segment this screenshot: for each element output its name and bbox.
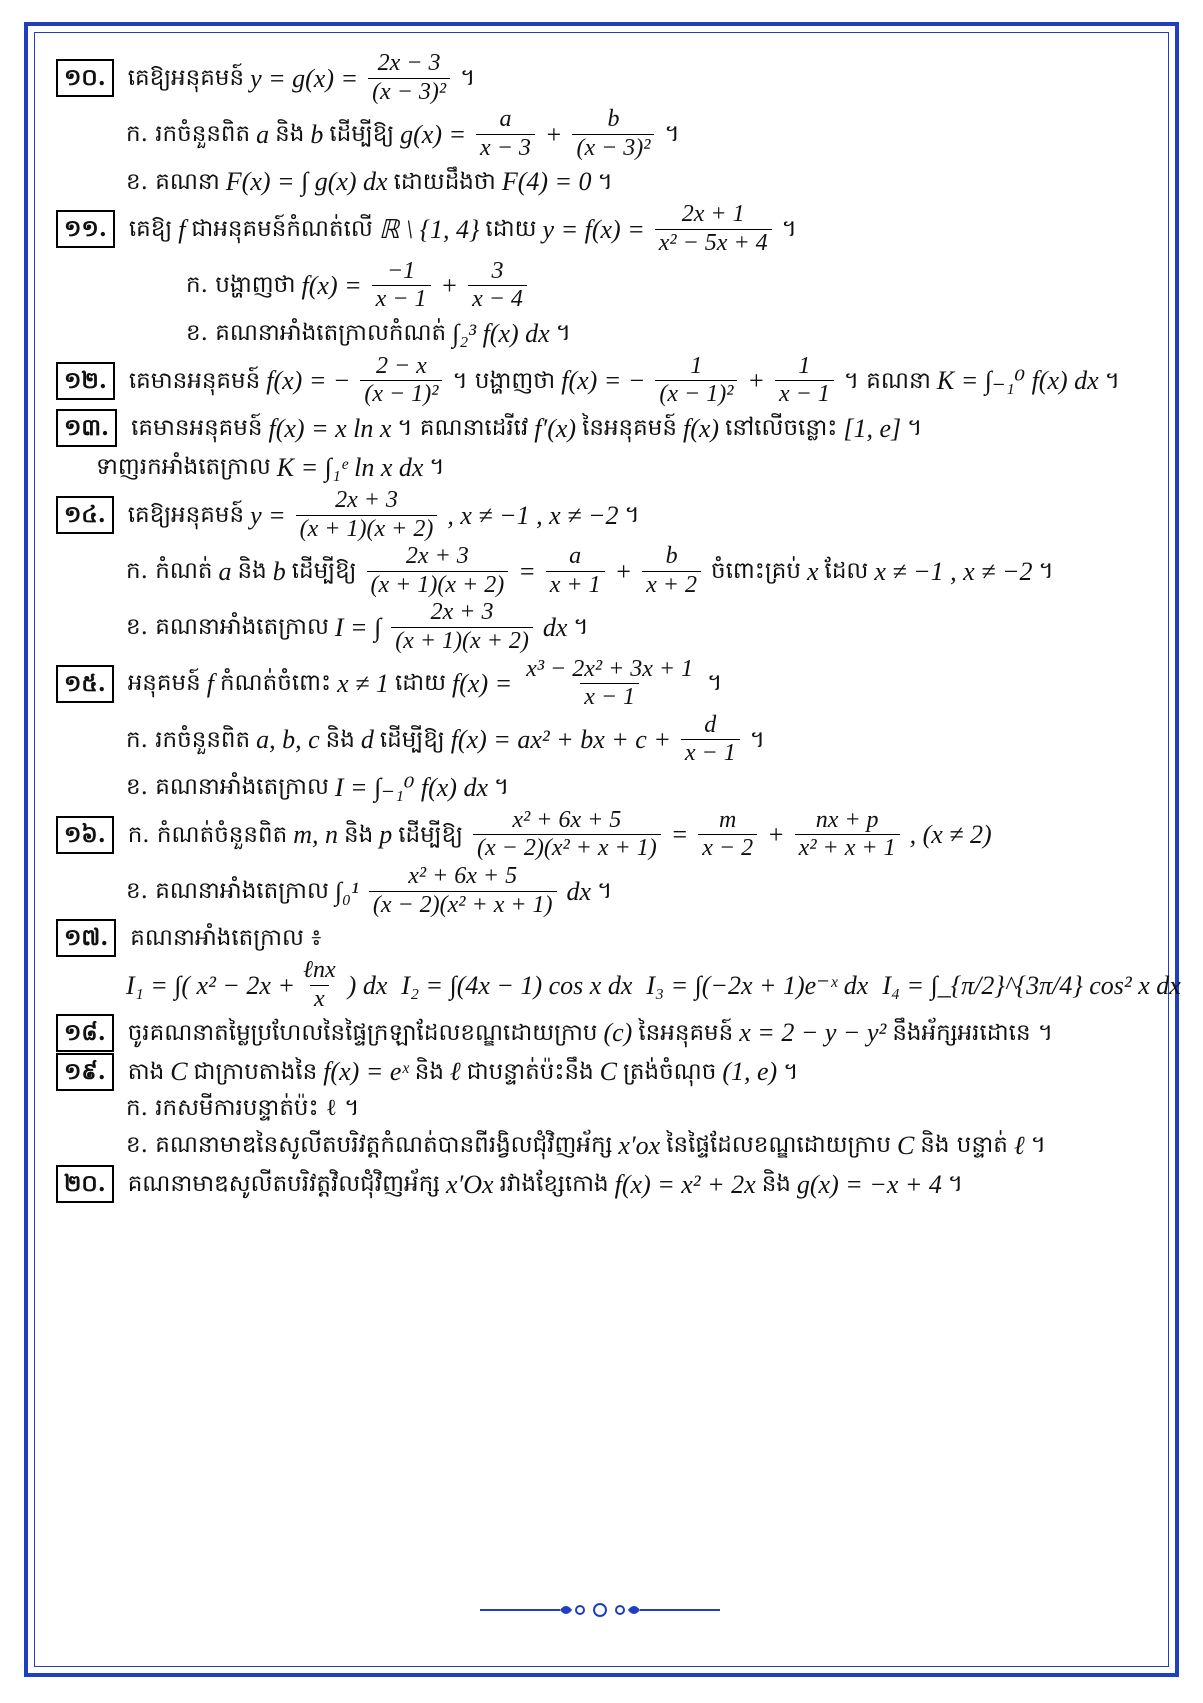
punctuation: ។ bbox=[597, 877, 613, 904]
problem-16 bbox=[56, 807, 1156, 919]
problem-text: នៃអនុគមន៍ bbox=[638, 1019, 734, 1046]
problem-text: គណនាអាំងតេក្រាល ៖ bbox=[130, 925, 322, 951]
part-b bbox=[56, 162, 1156, 201]
problem-text: គេឱ្យអនុគមន៍ bbox=[127, 501, 245, 528]
text: ចំពោះគ្រប់ bbox=[711, 557, 801, 584]
fraction: $\frac{a}{x + 1}$ bbox=[546, 543, 605, 599]
math-expression: f(x) = ax² + bx + c + bbox=[450, 725, 671, 755]
problem-text: និង bbox=[761, 1171, 791, 1198]
part-label: ក. រកចំនួនពិត bbox=[126, 726, 251, 753]
math-var: C bbox=[599, 1057, 618, 1087]
decorative-ornament-icon bbox=[480, 1598, 720, 1622]
punctuation: ។ bbox=[1030, 1132, 1046, 1159]
problem-text: រវាងខ្សែកោង bbox=[499, 1171, 609, 1198]
math-expression: f(x) = − bbox=[266, 366, 351, 396]
math-expression: K = ∫₋₁⁰ f(x) dx bbox=[936, 366, 1099, 396]
math-var: f bbox=[178, 214, 186, 244]
fraction: $\frac{2x + 3}{(x + 1)(x + 2)}$ bbox=[296, 487, 438, 543]
math-var: d bbox=[360, 725, 374, 755]
text: និង bbox=[343, 821, 374, 848]
text: ដើម្បីឱ្យ bbox=[329, 121, 395, 148]
math-expression: x = 2 − y − y² bbox=[739, 1018, 887, 1048]
math-expression: y = bbox=[250, 500, 286, 530]
punctuation: ។ bbox=[555, 320, 571, 346]
part-text: នៃផ្ទៃដែលខណ្ឌដោយក្រាប bbox=[666, 1132, 891, 1159]
part-b bbox=[56, 768, 1156, 807]
problem-text: កំណត់ចំពោះ bbox=[219, 670, 332, 697]
math-var: a, b, c bbox=[256, 725, 320, 755]
problem-17 bbox=[56, 919, 1181, 1013]
fraction: $\frac{1}{\text{(x − 1)²}}$ bbox=[655, 353, 737, 409]
problem-13 bbox=[56, 409, 1156, 487]
problem-text: ដោយ bbox=[485, 216, 537, 243]
problem-text: ដោយ bbox=[394, 670, 447, 697]
math-expression: dx bbox=[542, 612, 568, 642]
fraction: $\frac{\text{x³ − 2x² + 3x + 1}}{x - 1}$ bbox=[526, 655, 694, 711]
text: និង bbox=[275, 121, 305, 148]
math-expression: I₃ = ∫(−2x + 1)e⁻ˣ dx bbox=[646, 970, 869, 1000]
part-b bbox=[56, 1126, 1156, 1165]
math-expression: f(x) = − bbox=[561, 366, 646, 396]
math-expression: I₄ = ∫_{π/2}^{3π/4} cos² x dx bbox=[882, 970, 1181, 1000]
math-var: x bbox=[806, 556, 819, 586]
problem-text: ។ បង្ហាញថា bbox=[452, 367, 556, 394]
punctuation: ។ bbox=[597, 168, 613, 195]
part-label: ក. កំណត់ចំនួនពិត bbox=[127, 821, 288, 848]
problem-text: នឹងអ័ក្សអរដោនេ ។ bbox=[892, 1019, 1054, 1046]
math-expression: I = ∫ bbox=[334, 612, 382, 642]
math-expression: f(x) = bbox=[301, 271, 362, 301]
math-expression: I₂ = ∫(4x − 1) cos x dx bbox=[401, 970, 633, 1000]
fraction: $\frac{\text{x² + 6x + 5}}{\text{(x − 2)(x² + x + 1)}}$ bbox=[473, 807, 661, 863]
punctuation: ។ bbox=[664, 121, 680, 148]
problem-text: អនុគមន៍ bbox=[127, 670, 201, 697]
problem-number: ១០. bbox=[56, 59, 114, 97]
part-label: ខ. គណនាអាំងតេក្រាល bbox=[126, 774, 329, 801]
math-var: b bbox=[310, 119, 324, 149]
part-text: ក. រកសមីការបន្ទាត់ប៉ះ ℓ ។ bbox=[126, 1095, 360, 1122]
part-text: និង បន្ទាត់ bbox=[920, 1132, 1008, 1159]
math-expression: f(x) = x ln x bbox=[268, 413, 392, 443]
problem-text: ជាក្រាបតាងនៃ bbox=[193, 1058, 318, 1085]
punctuation: ។ bbox=[783, 1058, 799, 1085]
math-var: ℓ bbox=[449, 1057, 461, 1087]
fraction: $\frac{2x + 3}{(x + 1)(x + 2)}$ bbox=[367, 543, 509, 599]
fraction: $\frac{a}{x - 3}$ bbox=[476, 106, 535, 162]
math-expression: f(x) = eˣ bbox=[323, 1057, 409, 1087]
text: ដើម្បីឱ្យ bbox=[379, 726, 445, 753]
problem-number: ១៤. bbox=[56, 496, 114, 534]
problem-text: នៃអនុគមន៍ bbox=[582, 415, 677, 442]
math-var: m, n bbox=[293, 820, 338, 850]
operator: + bbox=[614, 556, 633, 586]
fraction: $\frac{\text{ℓnx}}{x}$ bbox=[303, 957, 336, 1012]
problem-14 bbox=[56, 487, 1156, 656]
fraction: $\frac{1}{x - 1}$ bbox=[775, 353, 834, 409]
problem-text: ជាបន្ទាត់ប៉ះនឹង bbox=[466, 1058, 594, 1085]
math-expression: y = f(x) = bbox=[542, 214, 645, 244]
problem-19 bbox=[56, 1052, 1156, 1165]
math-var: C bbox=[170, 1057, 188, 1087]
problem-number: ១៥. bbox=[56, 665, 114, 703]
operator: + bbox=[544, 119, 563, 149]
math-expression: I = ∫₋₁⁰ f(x) dx bbox=[334, 772, 488, 802]
punctuation: ។ bbox=[749, 726, 765, 753]
part-text: ខ. គណនាមាឌនៃសូលីតបរិវត្តកំណត់បានពីរង្វិលជុំវិញអ័ក្ស bbox=[126, 1132, 613, 1159]
punctuation: ។ bbox=[494, 774, 510, 801]
math-var: C bbox=[896, 1130, 915, 1160]
problem-text: ចូរគណនាតម្លៃប្រហែលនៃផ្ទៃក្រឡាដែលខណ្ឌដោយក្រាប bbox=[127, 1019, 598, 1046]
fraction: $\frac{b}{x + 2}$ bbox=[642, 543, 701, 599]
part-label: ខ. គណនាអាំងតេក្រាល bbox=[126, 614, 329, 641]
fraction: $\frac{3}{x - 4}$ bbox=[468, 258, 527, 314]
operator: + bbox=[767, 820, 785, 850]
math-var: a bbox=[256, 119, 270, 149]
problem-number: ២០. bbox=[56, 1165, 114, 1203]
math-expression: x′ox bbox=[618, 1130, 661, 1160]
math-expression: I₁ = ∫( x² − 2x + bbox=[126, 970, 295, 1000]
problem-number: ១៨. bbox=[56, 1014, 114, 1052]
problem-number: ១៧. bbox=[56, 919, 116, 957]
problem-text: ។ គណនា bbox=[843, 367, 931, 394]
punctuation: ។ bbox=[947, 1171, 964, 1198]
punctuation: ។ bbox=[781, 216, 797, 243]
punctuation: ។ bbox=[907, 415, 923, 442]
math-expression: f(x) bbox=[682, 413, 720, 443]
problem-text: គេឱ្យ bbox=[128, 216, 173, 243]
math-expression: K = ∫₁ᵉ ln x dx bbox=[276, 452, 424, 482]
math-expression: f′(x) bbox=[534, 413, 577, 443]
part-b bbox=[56, 599, 1156, 655]
math-expression: ℝ \ {1, 4} bbox=[378, 214, 480, 244]
math-expression: y = g(x) = bbox=[250, 63, 359, 93]
part-b bbox=[56, 863, 1156, 919]
math-expression: g(x) = bbox=[400, 119, 467, 149]
problem-20 bbox=[56, 1165, 1156, 1204]
math-expression: F(x) = ∫ g(x) dx bbox=[225, 167, 388, 197]
problem-11 bbox=[56, 201, 1156, 352]
problem-number: ១៣. bbox=[56, 409, 117, 447]
math-expression: f(x) = x² + 2x bbox=[614, 1169, 756, 1199]
punctuation: ។ bbox=[429, 454, 445, 481]
math-expression: [1, e] bbox=[843, 413, 902, 443]
part-label: ក. រកចំនួនពិត bbox=[126, 121, 251, 148]
operator: = bbox=[518, 556, 536, 586]
operator: + bbox=[747, 366, 765, 396]
fraction: $\frac{2 - x}{\text{(x − 1)²}}$ bbox=[360, 353, 442, 409]
problem-number: ១១. bbox=[56, 210, 115, 248]
problem-text: ។ គណនាដេរីវេ bbox=[397, 415, 529, 442]
problem-10 bbox=[56, 50, 1156, 201]
math-expression: ∫₂³ f(x) dx bbox=[452, 318, 550, 348]
fraction: $\frac{2x + 1}{\text{x² − 5x + 4}}$ bbox=[655, 201, 772, 257]
problem-15 bbox=[56, 656, 1156, 807]
text: ដោយដឹងថា bbox=[393, 168, 496, 195]
punctuation: ។ bbox=[460, 64, 476, 91]
text: ដែល bbox=[824, 557, 869, 584]
part-label: ក. បង្ហាញថា bbox=[186, 272, 296, 299]
math-expression: f(x) = bbox=[452, 669, 513, 699]
part-b bbox=[56, 314, 1156, 353]
fraction: $\frac{d}{x - 1}$ bbox=[681, 712, 740, 768]
math-expression: F(4) = 0 bbox=[501, 167, 592, 197]
problem-text: តាង bbox=[127, 1058, 165, 1085]
operator: + bbox=[440, 271, 459, 301]
math-expression: dx bbox=[566, 876, 592, 906]
exercise-list bbox=[56, 50, 1181, 1204]
problem-text: ជាអនុគមន៍កំណត់លើ bbox=[191, 216, 373, 243]
math-expression: x ≠ −1 , x ≠ −2 bbox=[874, 556, 1033, 586]
text: ដើម្បីឱ្យ bbox=[291, 557, 357, 584]
punctuation: ។ bbox=[707, 670, 723, 697]
fraction: $\frac{2x + 3}{(x + 1)(x + 2)}$ bbox=[391, 599, 533, 655]
part-a bbox=[56, 543, 1156, 599]
problem-text: គេមានអនុគមន៍ bbox=[128, 367, 261, 394]
fraction: $\frac{-1}{x - 1}$ bbox=[372, 258, 431, 314]
part-a bbox=[56, 106, 1156, 162]
part-a bbox=[56, 258, 1156, 314]
problem-text: គេមានអនុគមន៍ bbox=[131, 415, 263, 442]
part-label: ក. កំណត់ bbox=[126, 557, 213, 584]
math-expression: (1, e) bbox=[722, 1057, 778, 1087]
operator: = bbox=[670, 820, 689, 850]
problem-number: ១២. bbox=[56, 362, 115, 400]
text: ដើម្បីឱ្យ bbox=[398, 821, 463, 848]
problem-text: គណនាមាឌសូលីតបរិវត្តវិលជុំវិញអ័ក្ស bbox=[127, 1171, 441, 1198]
problem-18 bbox=[56, 1013, 1156, 1052]
text: និង bbox=[325, 726, 355, 753]
math-var: f bbox=[206, 669, 214, 699]
fraction: $\frac{\text{x² + 6x + 5}}{\text{(x − 2)(x² + x + 1)}}$ bbox=[369, 863, 557, 919]
problem-text: ទាញរកអាំងតេក្រាល bbox=[96, 454, 271, 481]
math-var: b bbox=[272, 556, 286, 586]
fraction: $\frac{b}{\text{(x − 3)²}}$ bbox=[572, 106, 654, 162]
problem-text: នៅលើចន្លោះ bbox=[725, 415, 838, 442]
problem-text: និង bbox=[414, 1058, 444, 1085]
problem-text: គេឱ្យអនុគមន៍ bbox=[127, 64, 245, 91]
math-expression: , (x ≠ 2) bbox=[909, 820, 992, 850]
part-a bbox=[56, 1091, 1156, 1126]
problem-number: ១៩. bbox=[56, 1053, 114, 1091]
math-var: p bbox=[379, 820, 393, 850]
punctuation: ។ bbox=[624, 501, 640, 528]
part-label: ខ. គណនាអាំងតេក្រាល bbox=[126, 877, 329, 904]
problem-text: ត្រង់ចំណុច bbox=[623, 1058, 717, 1085]
math-expression: x ≠ 1 bbox=[337, 669, 389, 699]
punctuation: ។ bbox=[1104, 367, 1120, 394]
line-2 bbox=[56, 448, 1156, 487]
integral-list bbox=[56, 957, 1181, 1013]
part-label: ខ. គណនាអាំងតេក្រាលកំណត់ bbox=[186, 320, 447, 346]
math-expression: g(x) = −x + 4 bbox=[796, 1169, 942, 1199]
problem-12 bbox=[56, 353, 1156, 409]
math-expression: ) dx bbox=[347, 970, 388, 1000]
math-expression: x′Ox bbox=[446, 1169, 494, 1199]
fraction: $\frac{2x - 3}{\text{(x − 3)²}}$ bbox=[368, 50, 450, 106]
part-a bbox=[56, 712, 1156, 768]
math-var: (c) bbox=[603, 1018, 633, 1048]
fraction: $\frac{nx + p}{\text{x² + x + 1}}$ bbox=[795, 807, 900, 863]
math-var: ℓ bbox=[1013, 1130, 1025, 1160]
problem-number: ១៦. bbox=[56, 816, 114, 854]
punctuation: ។ bbox=[573, 614, 589, 641]
punctuation: ។ bbox=[1038, 557, 1054, 584]
fraction: $\frac{m}{x - 2}$ bbox=[698, 807, 757, 863]
text: និង bbox=[237, 557, 267, 584]
math-var: a bbox=[218, 556, 232, 586]
part-label: ខ. គណនា bbox=[126, 168, 220, 195]
math-expression: ∫₀¹ bbox=[334, 876, 359, 906]
math-expression: , x ≠ −1 , x ≠ −2 bbox=[447, 500, 619, 530]
